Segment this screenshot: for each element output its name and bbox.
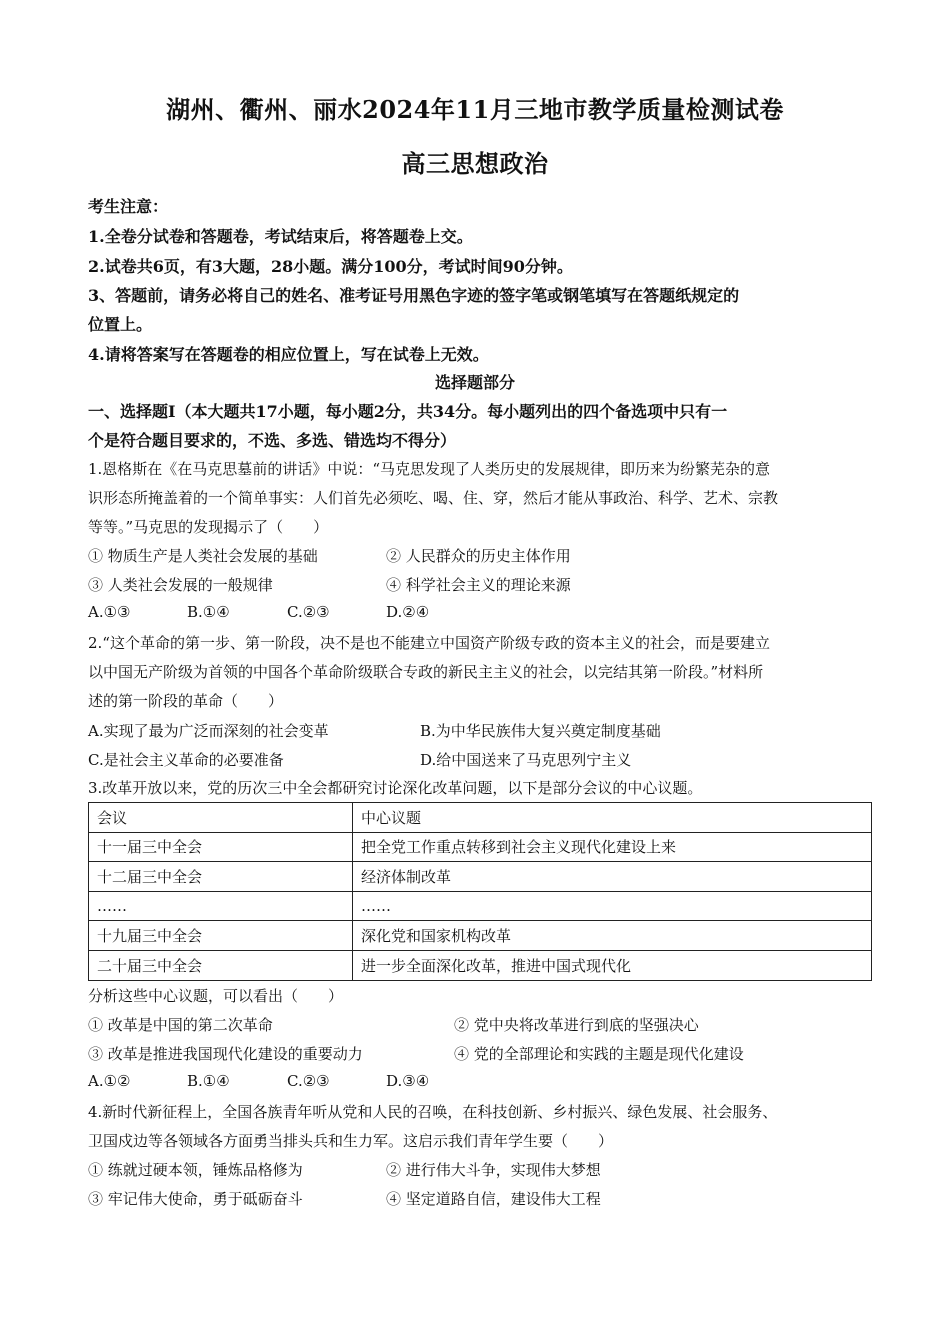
question-3-choice: A.①② [88,1072,131,1090]
question-2-text: 以中国无产阶级为首领的中国各个革命阶级联合专政的新民主主义的社会，以完结其第一阶段。”材料所 [88,663,764,681]
question-3-choice: B.①④ [187,1072,230,1090]
question-3-item: ④ 党的全部理论和实践的主题是现代化建设 [454,1045,744,1063]
question-1-item: ② 人民群众的历史主体作用 [386,547,571,565]
question-3-intro: 3.改革开放以来，党的历次三中全会都研究讨论深化改革问题，以下是部分会议的中心议题。 [88,779,703,797]
table-cell: 进一步全面深化改革，推进中国式现代化 [353,950,872,980]
table-row [89,862,872,892]
question-1-item: ① 物质生产是人类社会发展的基础 [88,547,318,565]
question-2-choice: C.是社会主义革命的必要准备 [88,751,284,769]
question-4-item: ④ 坚定道路自信，建设伟大工程 [386,1190,601,1208]
question-3-table [88,802,872,981]
question-1-item: ③ 人类社会发展的一般规律 [88,576,273,594]
question-2-text: 2.“这个革命的第一步、第一阶段，决不是也不能建立中国资产阶级专政的资本主义的社会，而是要建立 [88,634,770,652]
question-1-choice: C.②③ [287,603,330,621]
question-3-item: ② 党中央将改革进行到底的坚强决心 [454,1016,699,1034]
table-header-cell: 中心议题 [353,803,872,833]
notice-item: 位置上。 [88,315,153,334]
question-1-choice: B.①④ [187,603,230,621]
question-2-choice: D.给中国送来了马克思列宁主义 [420,751,632,769]
section-heading: 个是符合题目要求的，不选、多选、错选均不得分） [88,431,457,450]
table-cell: 把全党工作重点转移到社会主义现代化建设上来 [353,832,872,862]
notice-item: 3、答题前，请务必将自己的姓名、准考证号用黑色字迹的签字笔或钢笔填写在答题纸规定的 [88,286,740,305]
question-3-item: ③ 改革是推进我国现代化建设的重要动力 [88,1045,363,1063]
notice-item: 4.请将答案写在答题卷的相应位置上，写在试卷上无效。 [88,345,489,364]
question-1-text: 等等。”马克思的发现揭示了（ ） [88,518,329,536]
question-3-item: ① 改革是中国的第二次革命 [88,1016,273,1034]
section-heading: 一、选择题Ⅰ（本大题共17小题，每小题2分，共34分。每小题列出的四个备选项中只有一 [88,402,728,421]
question-4-item: ① 练就过硬本领，锤炼品格修为 [88,1161,303,1179]
table-row [89,891,872,921]
table-cell: 二十届三中全会 [89,950,353,980]
notice-item: 1.全卷分试卷和答题卷，考试结束后，将答题卷上交。 [88,227,473,246]
table-cell: 十一届三中全会 [89,832,353,862]
question-1-text: 识形态所掩盖着的一个简单事实：人们首先必须吃、喝、住、穿，然后才能从事政治、科学、艺术、宗教 [88,489,779,507]
exam-title: 湖州、衢州、丽水2024年11月三地市教学质量检测试卷 [166,95,784,124]
part-title: 选择题部分 [434,373,515,392]
table-cell: 深化党和国家机构改革 [353,921,872,951]
table-header-row [89,803,872,833]
notice-item: 2.试卷共6页，有3大题，28小题。满分100分，考试时间90分钟。 [88,257,573,276]
table-cell: …… [353,891,872,921]
table-cell: 经济体制改革 [353,862,872,892]
question-4-item: ③ 牢记伟大使命，勇于砥砺奋斗 [88,1190,303,1208]
question-2-choice: B.为中华民族伟大复兴奠定制度基础 [420,722,661,740]
table-cell: …… [89,891,353,921]
question-3-choice: D.③④ [386,1072,430,1090]
question-1-choice: D.②④ [386,603,430,621]
question-1-text: 1.恩格斯在《在马克思墓前的讲话》中说：“马克思发现了人类历史的发展规律，即历来为纷繁芜杂的意 [88,460,770,478]
question-4-text: 卫国戍边等各领域各方面勇当排头兵和生力军。这启示我们青年学生要（ ） [88,1132,614,1150]
question-4-item: ② 进行伟大斗争，实现伟大梦想 [386,1161,601,1179]
question-4-text: 4.新时代新征程上，全国各族青年听从党和人民的召唤，在科技创新、乡村振兴、绿色发展、社会服务、 [88,1103,778,1121]
table-row [89,921,872,951]
question-1-choice: A.①③ [88,603,131,621]
table-cell: 十二届三中全会 [89,862,353,892]
table-row [89,832,872,862]
table-row [89,950,872,980]
table-cell: 十九届三中全会 [89,921,353,951]
question-2-choice: A.实现了最为广泛而深刻的社会变革 [88,722,329,740]
notice-heading: 考生注意： [88,197,169,216]
exam-subject: 高三思想政治 [401,149,549,178]
question-3-stem: 分析这些中心议题，可以看出（ ） [88,987,344,1005]
question-2-text: 述的第一阶段的革命（ ） [88,692,284,710]
table-header-cell: 会议 [89,803,353,833]
question-3-choice: C.②③ [287,1072,330,1090]
question-1-item: ④ 科学社会主义的理论来源 [386,576,571,594]
